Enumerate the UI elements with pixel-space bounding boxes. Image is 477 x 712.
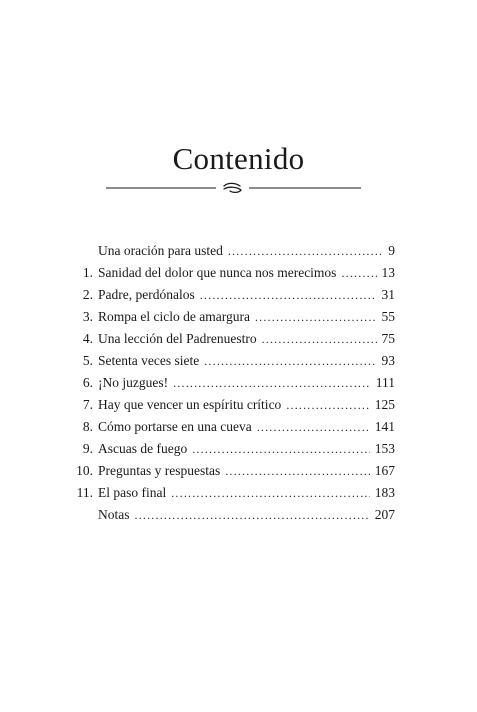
- toc-entry-page: 125: [374, 397, 395, 412]
- divider-swash-icon: [106, 180, 361, 196]
- toc-entry-title: Padre, perdónalos: [98, 287, 195, 302]
- toc-leader-dots: [341, 262, 376, 284]
- toc-entry-title: Rompa el ciclo de amargura: [98, 309, 250, 324]
- toc-entry: [0, 394, 477, 416]
- toc-entry-title: Preguntas y respuestas: [98, 463, 221, 478]
- toc-entry: [0, 284, 477, 306]
- toc-entry-number: 1.: [82, 265, 93, 280]
- toc-entry: [0, 482, 477, 504]
- toc-entry-page: 31: [381, 287, 395, 302]
- toc-entry-number: 5.: [82, 353, 93, 368]
- toc-entry-number: 7.: [82, 397, 93, 412]
- toc-entry: [0, 372, 477, 394]
- toc-entry-page: 207: [374, 507, 395, 522]
- toc-entry-page: 9: [388, 243, 395, 258]
- toc-entry-title: Sanidad del dolor que nunca nos merecimos: [98, 265, 337, 280]
- toc-entry-page: 183: [374, 485, 395, 500]
- toc-entry: [0, 240, 477, 262]
- toc-entry-title: Una oración para usted: [98, 243, 223, 258]
- toc-entry-number: 6.: [82, 375, 93, 390]
- toc-entry-title: El paso final: [98, 485, 167, 500]
- toc-entry-page: 153: [374, 441, 395, 456]
- toc-entry-page: 141: [374, 419, 395, 434]
- toc-entry-page: 55: [381, 309, 395, 324]
- toc-leader-dots: [257, 416, 370, 438]
- toc-entry-page: 167: [374, 463, 395, 478]
- toc-entry-title: Cómo portarse en una cueva: [98, 419, 252, 434]
- toc-entry: [0, 306, 477, 328]
- toc-entry-number: 10.: [76, 463, 93, 478]
- toc-entry-number: 4.: [82, 331, 93, 346]
- toc-entry-title: Notas: [98, 507, 130, 522]
- toc-leader-dots: [262, 328, 377, 350]
- toc-entry-number: 11.: [76, 485, 93, 500]
- page-title: Contenido: [172, 140, 305, 176]
- toc-leader-dots: [204, 350, 376, 372]
- toc-entry: [0, 262, 477, 284]
- toc-leader-dots: [135, 504, 370, 526]
- toc-leader-dots: [171, 482, 370, 504]
- toc-entry: [0, 416, 477, 438]
- toc-leader-dots: [255, 306, 377, 328]
- toc-entry-page: 111: [375, 375, 395, 390]
- toc-entry-title: ¡No juzgues!: [98, 375, 169, 390]
- toc-entry-number: 3.: [82, 309, 93, 324]
- toc-entry-title: Una lección del Padrenuestro: [98, 331, 257, 346]
- toc-leader-dots: [192, 438, 370, 460]
- toc-entry-title: Ascuas de fuego: [98, 441, 188, 456]
- toc-entry-number: 9.: [82, 441, 93, 456]
- toc-entry-page: 75: [381, 331, 395, 346]
- toc-entry-number: 2.: [82, 287, 93, 302]
- toc-entry: [0, 350, 477, 372]
- toc-entry-title: Setenta veces siete: [98, 353, 200, 368]
- toc-entry: [0, 460, 477, 482]
- toc-leader-dots: [173, 372, 371, 394]
- toc-entry: [0, 438, 477, 460]
- toc-entry: [0, 504, 477, 526]
- toc-leader-dots: [286, 394, 369, 416]
- toc-leader-dots: [228, 240, 383, 262]
- toc-leader-dots: [225, 460, 370, 482]
- toc-leader-dots: [200, 284, 377, 306]
- toc-entry: [0, 328, 477, 350]
- toc-entry-page: 13: [381, 265, 395, 280]
- toc-entry-title: Hay que vencer un espíritu crítico: [98, 397, 282, 412]
- toc-entry-number: 8.: [82, 419, 93, 434]
- toc-entry-page: 93: [381, 353, 395, 368]
